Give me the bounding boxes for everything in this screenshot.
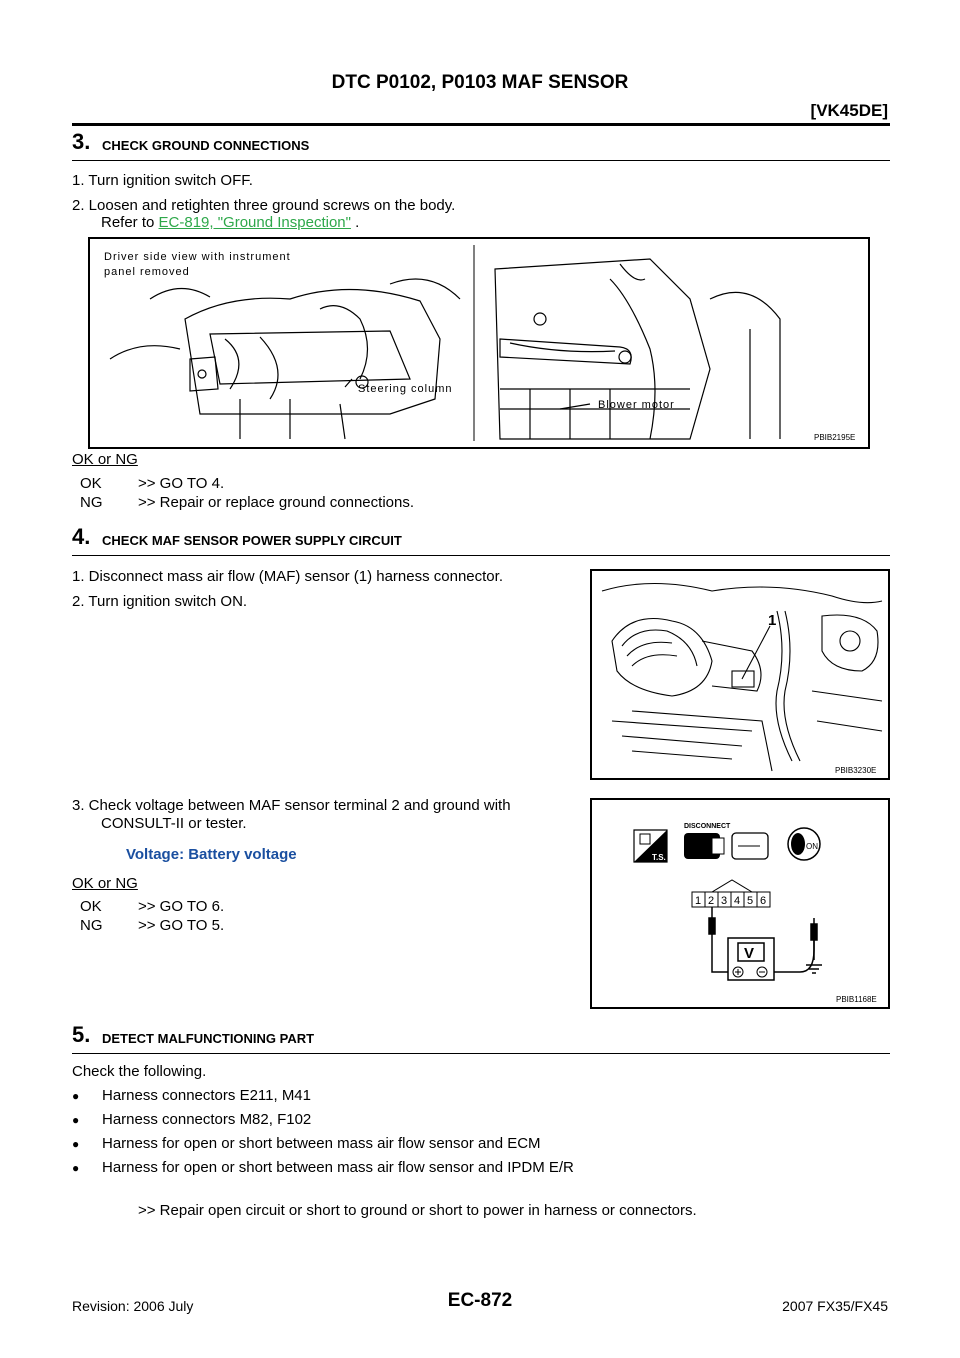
step-3-heading [72,130,890,161]
engine-bay-illustration [592,571,888,778]
svg-text:5: 5 [747,895,754,907]
ok-result-text: >> GO TO 4. [138,475,225,492]
svg-text:V: V [744,945,755,962]
blower-motor-label: Blower motor [598,399,675,411]
svg-text:6: 6 [760,895,767,907]
header-rule [72,123,890,126]
ng-result-text: >> Repair or replace ground connections. [138,494,415,511]
ok-result-label: OK [80,898,102,915]
bullet-icon: ● [72,1161,80,1175]
bullet-icon: ● [72,1089,80,1103]
voltmeter-icon [728,938,774,980]
refer-suffix: . [350,214,360,231]
step-title: CHECK MAF SENSOR POWER SUPPLY CIRCUIT [102,533,402,548]
voltage-check-figure [590,798,890,1009]
list-item: ● Harness for open or short between mass air flow sensor and IPDM E/R [72,1159,574,1176]
step-5-result: >> Repair open circuit or short to ground or short to power in harness or connectors. [138,1202,697,1219]
bullet-icon: ● [72,1137,80,1151]
figure-caption-line-2: panel removed [104,266,190,278]
sensor-callout-1: 1 [768,612,777,629]
refer-line [101,214,359,232]
disconnect-icon [684,823,768,859]
refer-prefix: Refer to [101,214,159,231]
ok-result-text: >> GO TO 6. [138,898,225,915]
ignition-on-icon [788,828,820,860]
voltage-spec: Voltage: Battery voltage [126,846,297,863]
svg-text:1: 1 [695,895,702,907]
svg-text:3: 3 [721,895,728,907]
list-item: ● Harness connectors M82, F102 [72,1111,312,1128]
figure-code: PBIB3230E [835,766,877,775]
page-title: DTC P0102, P0103 MAF SENSOR [331,72,629,93]
step-title: CHECK GROUND CONNECTIONS [102,138,310,153]
engine-model: [VK45DE] [810,101,888,120]
figure-code: PBIB1168E [836,995,877,1004]
footer-model: 2007 FX35/FX45 [782,1298,888,1314]
step-3-item-1: 1. Turn ignition switch OFF. [72,172,253,189]
step-number: 3. [72,129,91,154]
maf-sensor-location-figure [590,569,890,780]
ng-result-label: NG [80,494,103,511]
ok-or-ng-label: OK or NG [72,451,138,468]
svg-text:ON: ON [806,842,818,851]
step-5-intro: Check the following. [72,1063,207,1080]
step-number: 5. [72,1022,91,1047]
figure-code: PBIB2195E [814,433,856,442]
ng-result-label: NG [80,917,103,934]
ts-icon [634,830,667,862]
svg-text:DISCONNECT: DISCONNECT [684,823,731,830]
step-5-heading [72,1023,890,1054]
ok-or-ng-label: OK or NG [72,875,138,892]
step-4-heading [72,525,890,556]
list-item: ● Harness for open or short between mass air flow sensor and ECM [72,1135,541,1152]
footer-revision: Revision: 2006 July [72,1298,194,1314]
svg-text:4: 4 [734,895,741,907]
step-4-item-3: 3. Check voltage between MAF sensor terminal 2 and ground with [72,797,511,814]
page-number: EC-872 [447,1290,513,1311]
ground-screws-illustration [90,239,868,447]
connector-terminals [692,880,770,907]
step-4-item-3-cont: CONSULT-II or tester. [101,815,247,832]
step-4-item-2: 2. Turn ignition switch ON. [72,593,248,610]
ng-result-text: >> GO TO 5. [138,917,225,934]
svg-text:T.S.: T.S. [652,853,666,862]
ground-inspection-link[interactable]: EC-819, "Ground Inspection" [158,214,351,231]
voltage-check-diagram [592,800,888,1007]
steering-column-label: Steering column [358,383,453,395]
ground-screws-figure [88,237,870,449]
step-3-item-2: 2. Loosen and retighten three ground screws on the body. [72,197,456,214]
list-item: ● Harness connectors E211, M41 [72,1087,311,1104]
ok-result-label: OK [80,475,102,492]
svg-text:2: 2 [708,895,715,907]
figure-caption-line-1: Driver side view with instrument [104,251,291,263]
step-number: 4. [72,524,91,549]
step-4-item-1: 1. Disconnect mass air flow (MAF) sensor (1) harness connector. [72,568,503,585]
step-title: DETECT MALFUNCTIONING PART [102,1031,315,1046]
bullet-icon: ● [72,1113,80,1127]
